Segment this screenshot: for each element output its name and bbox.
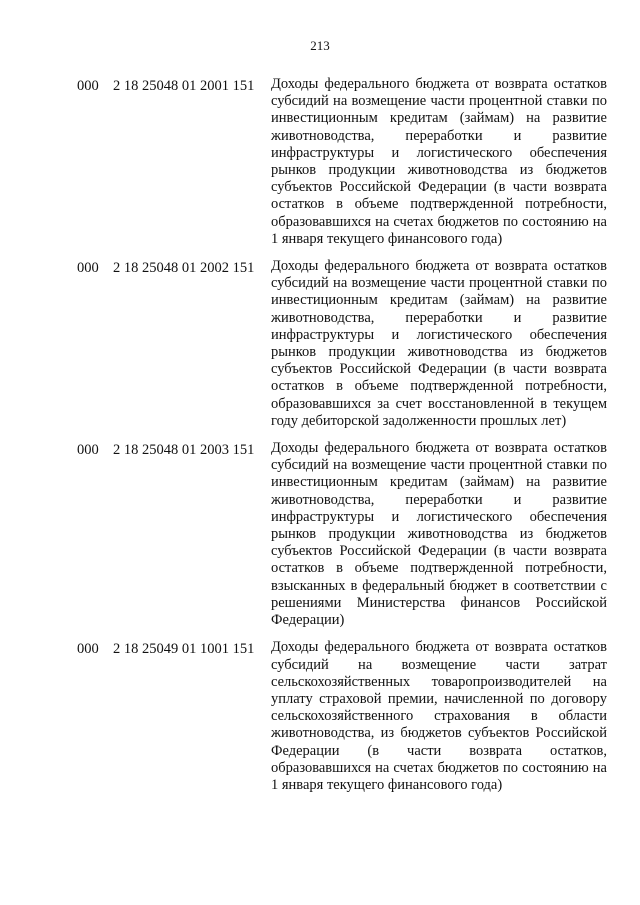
kbk-code: 2 18 25048 01 2001 151 (113, 78, 255, 94)
page-number: 213 (310, 38, 330, 53)
kbk-code: 2 18 25048 01 2003 151 (113, 442, 255, 459)
entry-description: Доходы федерального бюджета от возврата остатков субсидий на возмещение части затрат сельскохозяйственных товаропроизводителей на уплату страховой премии, начисленной по договору сельскохозяйственного страхования в области животноводства, из бюджетов субъектов Российской Федерации (в части возврата остатков, образовавшихся на счетах бюджетов по состоянию на 1 января текущего финансового года) (271, 639, 607, 793)
budget-code-entry (0, 76, 640, 248)
admin-code: 000 (77, 641, 99, 658)
budget-code-entry (0, 440, 640, 629)
entry-description: Доходы федерального бюджета от возврата остатков субсидий на возмещение части процентной ставки по инвестиционным кредитам (займам) на развитие животноводства, переработки и развитие инфраструктуры и логистического обеспечения рынков продукции животноводства из бюджетов субъектов Российской Федерации (в части возврата остатков в объеме подтвержденной потребности, взысканных в федеральный бюджет в соответствии с решениями Министерства финансов Российской Федерации) (271, 440, 607, 629)
budget-code-list (0, 76, 640, 804)
admin-code: 000 (77, 78, 99, 94)
budget-code-entry (0, 639, 640, 794)
budget-code-entry (0, 258, 640, 430)
entry-description: Доходы федерального бюджета от возврата остатков субсидий на возмещение части процентной ставки по инвестиционным кредитам (займам) на развитие животноводства, переработки и развитие инфраструктуры и логистического обеспечения рынков продукции животноводства из бюджетов субъектов Российской Федерации (в части возврата остатков в объеме подтвержденной потребности, образовавшихся за счет восстановленной в текущем году дебиторской задолженности прошлых лет) (271, 258, 607, 429)
kbk-code: 2 18 25049 01 1001 151 (113, 641, 255, 658)
entry-description: Доходы федерального бюджета от возврата остатков субсидий на возмещение части процентной ставки по инвестиционным кредитам (займам) на развитие животноводства, переработки и развитие инфраструктуры и логистического обеспечения рынков продукции животноводства из бюджетов субъектов Российской Федерации (в части возврата остатков в объеме подтвержденной потребности, образовавшихся на счетах бюджетов по состоянию на 1 января текущего финансового года) (271, 76, 607, 247)
admin-code: 000 (77, 442, 99, 459)
kbk-code: 2 18 25048 01 2002 151 (113, 260, 255, 277)
admin-code: 000 (77, 260, 99, 277)
